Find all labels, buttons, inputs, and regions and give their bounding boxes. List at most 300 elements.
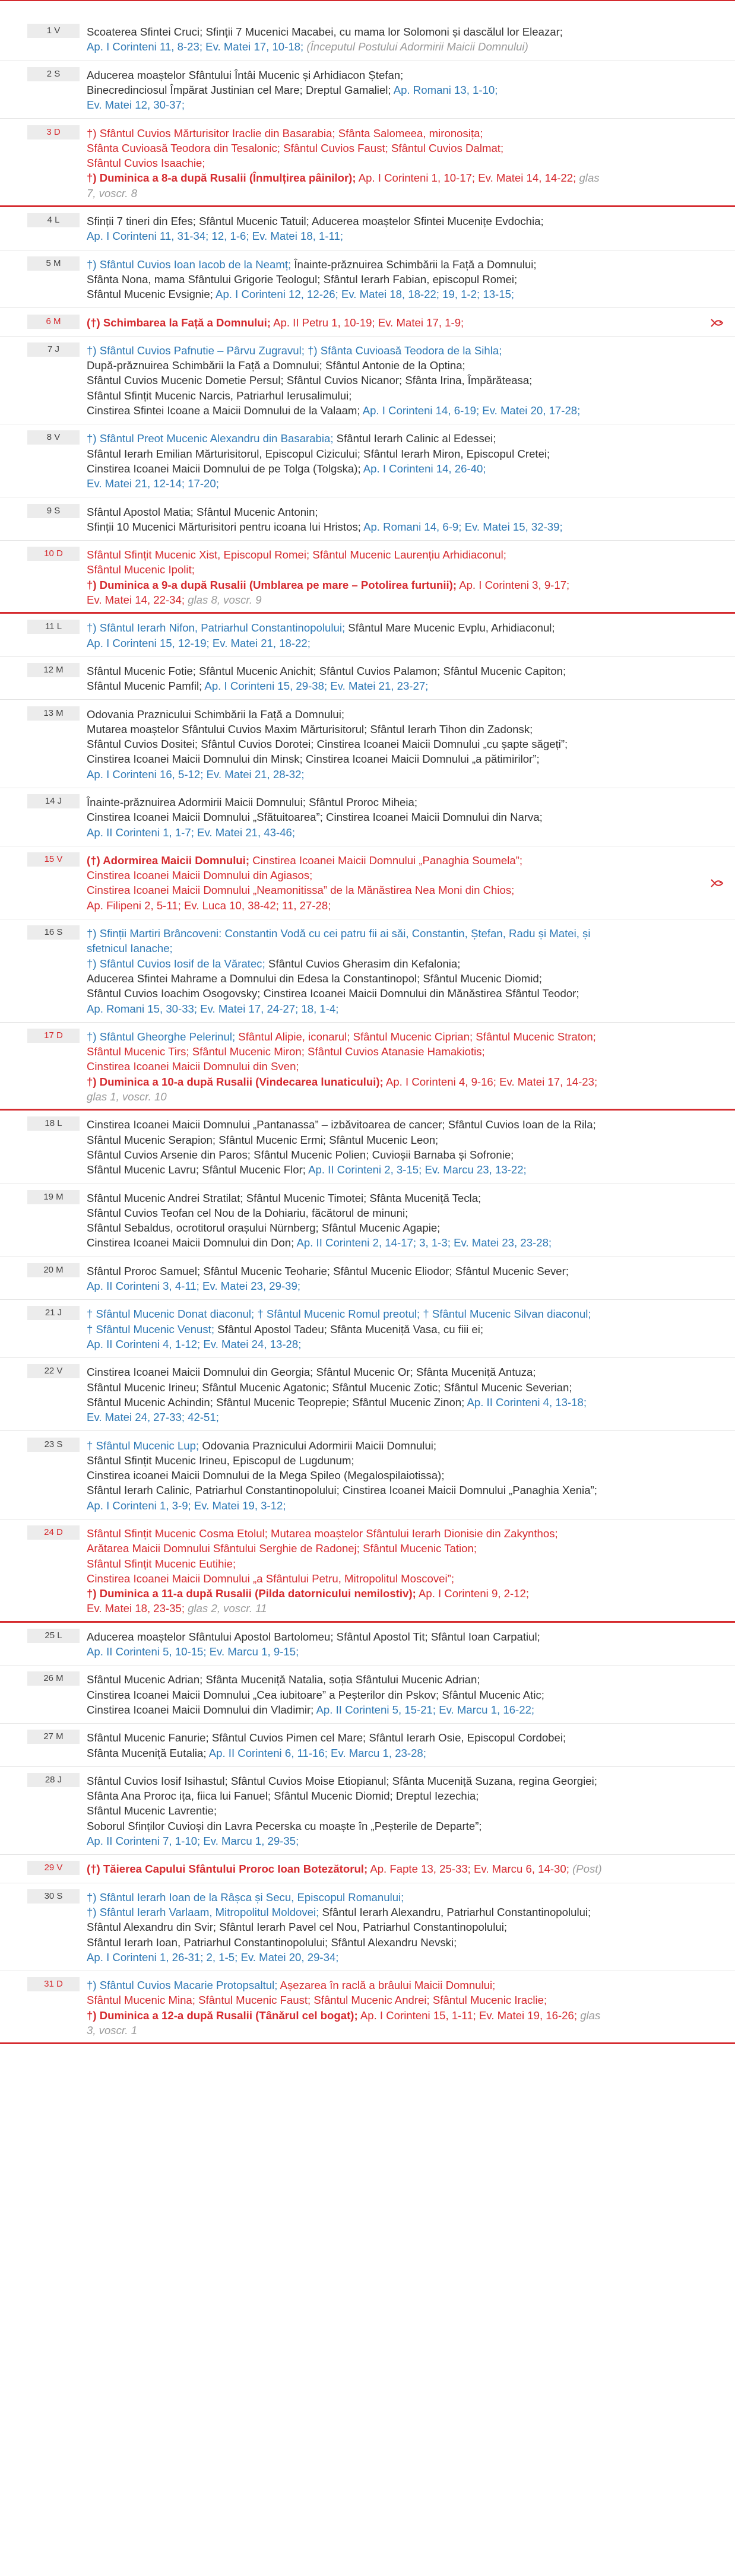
day-line xyxy=(87,1453,718,1468)
calendar-text: Sfânta Ana Proroc ița, fiica lui Fanuel; Sfântul Mucenic Diomid; Dreptul Iezechia; xyxy=(87,1790,479,1803)
day-line xyxy=(87,97,718,112)
calendar-text: (†) Tăierea Capului Sfântului Proroc Ioan Botezătorul; xyxy=(87,1863,368,1876)
scripture-reading: Ev. Matei 18, 1-11; xyxy=(252,230,344,243)
calendar-text: †) Sfântul Cuvios Iosif de la Văratec; xyxy=(87,957,265,970)
day-line xyxy=(87,2008,718,2023)
day-text xyxy=(87,1365,718,1425)
calendar-text: Sfântul Ierarh Calinic, Patriarhul Constantinopolului; Cinstirea Icoanei Maicii Domnului „Panaghia Xenia”; xyxy=(87,1484,597,1497)
scripture-reading: Ap. II Corinteni 6, 11-16; xyxy=(208,1746,328,1759)
day-line xyxy=(87,83,718,97)
day-row xyxy=(0,1625,735,1666)
scripture-reading: Ev. Matei 24, 13-28; xyxy=(203,1337,302,1350)
scripture-reading: Ap. II Corinteni 5, 15-21; xyxy=(316,1703,436,1716)
day-text xyxy=(87,1117,718,1177)
day-row xyxy=(0,20,735,61)
calendar-text: Sfântul Cuvios Teofan cel Nou de la Dohiariu, făcătorul de minuni; xyxy=(87,1206,408,1219)
day-text xyxy=(87,1191,718,1251)
day-line xyxy=(87,1001,718,1016)
scripture-reading: Ev. Marcu 1, 23-28; xyxy=(331,1746,426,1759)
calendar-text: sfetnicul Ianache; xyxy=(87,942,173,955)
day-line xyxy=(87,1702,718,1717)
calendar-text: Arătarea Maicii Domnului Sfântului Serghie de Radonej; Sfântul Mucenic Tation; xyxy=(87,1542,477,1555)
calendar-text: Cinstirea icoanei Maicii Domnului de la Mega Spileo (Megalospilaiotissa); xyxy=(87,1469,445,1482)
calendar-text: Sfântul Mucenic Lavru; Sfântul Mucenic Flor; xyxy=(87,1163,306,1176)
calendar-text: Sfânta Muceniță Eutalia; xyxy=(87,1746,207,1759)
day-line xyxy=(87,461,718,476)
day-line xyxy=(87,141,718,156)
day-date: 26 M xyxy=(27,1671,80,1686)
calendar-text: Cinstirea Icoanei Maicii Domnului din Agiasos; xyxy=(87,869,313,882)
scripture-reading: Ap. I Corinteni 15, 29-38; xyxy=(204,680,328,693)
day-line xyxy=(87,767,718,782)
day-line xyxy=(87,1730,718,1745)
calendar-text: Sfântul Alipie, iconarul; Sfântul Mucenic Ciprian; Sfântul Mucenic Straton; xyxy=(235,1030,596,1043)
day-date: 20 M xyxy=(27,1263,80,1277)
scripture-reading: Ap. I Corinteni 15, 1-11; xyxy=(360,2009,476,2022)
day-text xyxy=(87,1438,718,1513)
day-line xyxy=(87,1644,718,1659)
day-row xyxy=(0,426,735,497)
day-line xyxy=(87,578,718,592)
day-row xyxy=(0,338,735,425)
scripture-reading: Ev. Matei 17, 10-18; xyxy=(205,40,304,53)
day-row xyxy=(0,252,735,309)
scripture-reading: Ev. Matei 23, 29-39; xyxy=(202,1280,301,1293)
day-line xyxy=(87,446,718,461)
day-line xyxy=(87,795,718,810)
scripture-reading: Ap. I Corinteni 9, 2-12; xyxy=(418,1587,530,1600)
day-date: 6 M xyxy=(27,315,80,329)
day-date: 19 M xyxy=(27,1190,80,1204)
calendar-text: Sfântul Mucenic Andrei Stratilat; Sfântul Mucenic Timotei; Sfânta Muceniță Tecla; xyxy=(87,1191,481,1204)
day-line xyxy=(87,1191,718,1205)
calendar-text: glas xyxy=(580,2009,601,2022)
day-row xyxy=(0,209,735,250)
calendar-text: Sfântul Ierarh Calinic al Edessei; xyxy=(333,432,496,445)
day-text xyxy=(87,126,718,201)
calendar-text: Sfântul Cuvios Gherasim din Kefalonia; xyxy=(265,957,461,970)
calendar-text: †) Sfântul Cuvios Ioan Iacob de la Neamț; xyxy=(87,258,292,271)
scripture-reading: Ev. Marcu 23, 13-22; xyxy=(424,1163,527,1176)
calendar-text: Cinstirea Icoanei Maicii Domnului „Neamonitissa” de la Mănăstirea Nea Moni din Chios; xyxy=(87,884,515,897)
calendar-text: glas 8, voscr. 9 xyxy=(188,593,262,606)
calendar-text: Sfântul Sebaldus, ocrotitorul orașului Nürnberg; Sfântul Mucenic Agapie; xyxy=(87,1222,441,1235)
calendar-text: Sfântul Sfințit Mucenic Cosma Etolul; Mutarea moaștelor Sfântului Ierarh Dionisie din Zakynthos; xyxy=(87,1527,558,1540)
day-line xyxy=(87,547,718,562)
day-line xyxy=(87,505,718,519)
day-line xyxy=(87,229,718,243)
day-date: 1 V xyxy=(27,24,80,38)
day-line xyxy=(87,1162,718,1177)
day-row xyxy=(0,1769,735,1855)
scripture-reading: Ap. I Corinteni 4, 9-16; xyxy=(385,1075,496,1088)
calendar-text: Sfântul Apostol Matia; Sfântul Mucenic Antonin; xyxy=(87,505,318,518)
day-line xyxy=(87,343,718,358)
day-line xyxy=(87,126,718,141)
day-row xyxy=(0,616,735,657)
day-line xyxy=(87,1306,718,1321)
day-line xyxy=(87,431,718,446)
calendar-text: †) Sfinții Martiri Brâncoveni: Constantin Vodă cu cei patru fii ai săi, Constantin, Ștefan, Radu și Matei, și xyxy=(87,927,591,940)
scripture-reading: Ev. Matei 20, 29-34; xyxy=(240,1950,339,1963)
day-line xyxy=(87,1993,718,2007)
day-date: 16 S xyxy=(27,925,80,940)
day-line xyxy=(87,664,718,678)
scripture-reading: Ev. Matei 19, 3-12; xyxy=(194,1499,286,1512)
day-text xyxy=(87,1629,718,1660)
day-line xyxy=(87,1322,718,1337)
calendar-text: Sfântul Sfințit Mucenic Narcis, Patriarhul Ierusalimului; xyxy=(87,389,352,402)
day-line xyxy=(87,707,718,722)
calendar-text: Sfântul Mucenic Achindin; Sfântul Mucenic Teoprepie; Sfântul Mucenic Zinon; xyxy=(87,1395,465,1408)
day-line xyxy=(87,810,718,824)
day-date: 30 S xyxy=(27,1889,80,1904)
scripture-reading: Ev. Matei 12, 30-37; xyxy=(87,99,185,112)
calendar-text: Sfântul Sfințit Mucenic Irineu, Episcopul de Lugdunum; xyxy=(87,1454,354,1467)
day-line xyxy=(87,287,718,302)
day-line xyxy=(87,1746,718,1760)
day-line xyxy=(87,272,718,287)
calendar-text: Sfântul Mucenic Evsignie; xyxy=(87,288,213,301)
scripture-reading: Ap. I Corinteni 14, 26-40; xyxy=(363,462,486,475)
day-line xyxy=(87,1074,718,1089)
day-line xyxy=(87,1132,718,1147)
scripture-reading: Ev. Matei 21, 28-32; xyxy=(206,767,305,781)
scripture-reading: Ap. Filipeni 2, 5-11; xyxy=(87,899,181,912)
day-date: 14 J xyxy=(27,794,80,808)
day-text xyxy=(87,315,718,330)
day-text xyxy=(87,343,718,418)
day-date: 23 S xyxy=(27,1438,80,1452)
fish-icon xyxy=(710,317,724,329)
day-line xyxy=(87,1788,718,1803)
day-date: 4 L xyxy=(27,213,80,227)
calendar-text: Sfântul Proroc Samuel; Sfântul Mucenic Teoharie; Sfântul Mucenic Eliodor; Sfântul Mucenic Sever; xyxy=(87,1264,569,1277)
day-line xyxy=(87,1483,718,1498)
calendar-text: Sfântul Mucenic Adrian; Sfânta Muceniță Natalia, soția Sfântului Mucenic Adrian; xyxy=(87,1673,480,1686)
day-date: 5 M xyxy=(27,256,80,271)
scripture-reading: Ap. II Corinteni 3, 4-11; xyxy=(87,1280,199,1293)
day-date: 7 J xyxy=(27,342,80,357)
day-line xyxy=(87,1395,718,1410)
calendar-text: glas 1, voscr. 10 xyxy=(87,1090,167,1103)
day-line xyxy=(87,1629,718,1644)
calendar-text: Înainte-prăznuirea Schimbării la Față a Domnului; xyxy=(291,258,537,271)
day-row xyxy=(0,790,735,846)
calendar-text: Sfântul Cuvios Iosif Isihastul; Sfântul Cuvios Moise Etiopianul; Sfânta Muceniță Suzana, regina Georgiei; xyxy=(87,1774,597,1787)
calendar-text: Sfânta Cuvioasă Teodora din Tesalonic; Sfântul Cuvios Faust; Sfântul Cuvios Dalmat; xyxy=(87,141,504,154)
day-row xyxy=(0,702,735,789)
scripture-reading: Ap. II Corinteni 2, 14-17; 3, 1-3; xyxy=(296,1236,451,1249)
calendar-text: Cinstirea Icoanei Maicii Domnului de pe Tolga (Tolgska); xyxy=(87,462,361,475)
day-line xyxy=(87,39,718,54)
scripture-reading: Ap. I Corinteni 16, 5-12; xyxy=(87,767,204,781)
day-date: 2 S xyxy=(27,67,80,81)
calendar-text: Sfântul Sfințit Mucenic Eutihie; xyxy=(87,1557,236,1570)
day-line xyxy=(87,1950,718,1965)
scripture-reading: Ev. Matei 24, 27-33; 42-51; xyxy=(87,1411,219,1424)
day-line xyxy=(87,678,718,693)
day-line xyxy=(87,825,718,840)
day-text xyxy=(87,68,718,113)
calendar-text: 7, voscr. 8 xyxy=(87,186,138,199)
calendar-text: (†) Adormirea Maicii Domnului; xyxy=(87,854,250,867)
calendar-text: Sfântul Mucenic Lavrentie; xyxy=(87,1804,217,1817)
calendar-text: Sfântul Mucenic Serapion; Sfântul Mucenic Ermi; Sfântul Mucenic Leon; xyxy=(87,1133,439,1146)
scripture-reading: Ap. I Corinteni 12, 12-26; xyxy=(216,288,338,301)
day-line xyxy=(87,1235,718,1250)
calendar-text: Sfânta Nona, mama Sfântului Grigorie Teologul; Sfântul Ierarh Fabian, episcopul Romei; xyxy=(87,272,518,285)
day-text xyxy=(87,664,718,694)
day-row xyxy=(0,848,735,919)
day-line xyxy=(87,1601,718,1616)
calendar-text: Cinstirea Icoanei Maicii Domnului „Panaghia Soumela”; xyxy=(249,854,523,867)
day-row xyxy=(0,1885,735,1972)
scripture-reading: Ap. II Corinteni 7, 1-10; xyxy=(87,1835,201,1848)
calendar-text: Sfântul Mucenic Ipolit; xyxy=(87,563,195,576)
day-text xyxy=(87,431,718,491)
day-line xyxy=(87,1365,718,1379)
calendar-text: Cinstirea Icoanei Maicii Domnului „Sfătuitoarea”; Cinstirea Icoanei Maicii Domnului din Narva; xyxy=(87,811,543,824)
day-line xyxy=(87,403,718,418)
calendar-text: Sfântul Mucenic Fanurie; Sfântul Cuvios Pimen cel Mare; Sfântul Ierarh Osie, Episcopul Cordobei; xyxy=(87,1731,566,1744)
calendar-text: Sfântul Cuvios Ioachim Osogovsky; Cinstirea Icoanei Maicii Domnului din Mănăstirea Sfântul Teodor; xyxy=(87,987,579,1000)
calendar-text: (Post) xyxy=(572,1863,602,1876)
scripture-reading: Ap. II Petru 1, 10-19; xyxy=(273,316,375,329)
day-text xyxy=(87,505,718,535)
day-line xyxy=(87,868,718,883)
calendar-text: Sfântul Mucenic Mina; Sfântul Mucenic Faust; Sfântul Mucenic Andrei; Sfântul Mucenic Iraclie; xyxy=(87,1994,547,2007)
day-row xyxy=(0,1024,735,1111)
day-line xyxy=(87,156,718,170)
day-row xyxy=(0,921,735,1023)
scripture-reading: Ap. I Corinteni 1, 3-9; xyxy=(87,1499,191,1512)
scripture-reading: Ap. II Corinteni 4, 13-18; xyxy=(467,1395,587,1408)
day-line xyxy=(87,358,718,373)
day-line xyxy=(87,1978,718,1993)
day-line xyxy=(87,68,718,83)
calendar-text: Cinstirea Icoanei Maicii Domnului din Sven; xyxy=(87,1060,299,1073)
calendar-text: Sfântul Ierarh Emilian Mărturisitorul, Episcopul Cizicului; Sfântul Ierarh Miron, Episcopul Cretei; xyxy=(87,447,550,460)
scripture-reading: Ap. II Corinteni 5, 10-15; xyxy=(87,1645,207,1658)
day-line xyxy=(87,1220,718,1235)
day-row xyxy=(0,1259,735,1300)
day-line xyxy=(87,1264,718,1279)
scripture-reading: Ev. Marcu 6, 14-30; xyxy=(474,1863,569,1876)
calendar-text: Sfântul Alexandru din Svir; Sfântul Ierarh Pavel cel Nou, Patriarhul Constantinopolului; xyxy=(87,1921,507,1934)
calendar-text: Sfântul Ierarh Alexandru, Patriarhul Constantinopolului; xyxy=(319,1905,591,1918)
calendar-text: După-prăznuirea Schimbării la Față a Domnului; Sfântul Antonie de la Optina; xyxy=(87,359,465,372)
day-text xyxy=(87,214,718,244)
day-row xyxy=(0,1360,735,1431)
scripture-reading: Ap. I Corinteni 15, 12-19; xyxy=(87,636,210,649)
scripture-reading: Ap. Romani 14, 6-9; xyxy=(363,520,462,533)
scripture-reading: Ap. I Corinteni 1, 26-31; 2, 1-5; xyxy=(87,1950,238,1963)
day-date: 17 D xyxy=(27,1029,80,1043)
day-date: 12 M xyxy=(27,663,80,677)
day-row xyxy=(0,1857,735,1883)
scripture-reading: Ev. Matei 21, 18-22; xyxy=(212,636,311,649)
day-line xyxy=(87,1556,718,1571)
calendar-text: Cinstirea Icoanei Maicii Domnului din Georgia; Sfântul Mucenic Or; Sfânta Muceniță Antuza; xyxy=(87,1366,536,1379)
scripture-reading: Ev. Matei 19, 16-26; xyxy=(479,2009,578,2022)
calendar-text: Sfântul Mucenic Pamfil; xyxy=(87,680,202,693)
day-line xyxy=(87,722,718,737)
day-line xyxy=(87,562,718,577)
day-line xyxy=(87,986,718,1001)
day-date: 18 L xyxy=(27,1116,80,1131)
day-line xyxy=(87,1586,718,1601)
calendar-text: Cinstirea Icoanei Maicii Domnului „Cea iubitoare” a Peșterilor din Pskov; Sfântul Mucenic Atic; xyxy=(87,1688,544,1701)
calendar-text: Înainte-prăznuirea Adormirii Maicii Domnului; Sfântul Proroc Miheia; xyxy=(87,796,418,808)
day-line xyxy=(87,751,718,766)
day-text xyxy=(87,257,718,302)
calendar-text: Scoaterea Sfintei Cruci; Sfinții 7 Mucenici Macabei, cu mama lor Solomoni și dascălul lor Eleazar; xyxy=(87,26,563,38)
calendar-text: Sfântul Mucenic Irineu; Sfântul Mucenic Agatonic; Sfântul Mucenic Zotic; Sfântul Mucenic Severian; xyxy=(87,1381,572,1394)
day-date: 21 J xyxy=(27,1306,80,1320)
day-date: 28 J xyxy=(27,1773,80,1787)
calendar-text: Aducerea Sfintei Mahrame a Domnului din Edesa la Constantinopol; Sfântul Mucenic Diomid; xyxy=(87,972,542,985)
calendar-text: †) Duminica a 10-a după Rusalii (Vindecarea lunaticului); xyxy=(87,1075,384,1088)
calendar-text: Mutarea moaștelor Sfântului Cuvios Maxim Mărturisitorul; Sfântul Ierarh Tihon din Zadonsk; xyxy=(87,722,533,735)
calendar-text: Sfântul Sfințit Mucenic Xist, Episcopul Romei; Sfântul Mucenic Laurențiu Arhidiaconul; xyxy=(87,548,506,561)
day-line xyxy=(87,1774,718,1788)
scripture-reading: Ev. Matei 17, 1-9; xyxy=(378,316,464,329)
scripture-reading: Ap. I Corinteni 11, 8-23; xyxy=(87,40,202,53)
day-line xyxy=(87,737,718,751)
day-line xyxy=(87,1890,718,1905)
scripture-reading: Ev. Matei 17, 24-27; 18, 1-4; xyxy=(200,1002,339,1015)
day-row xyxy=(0,310,735,337)
day-line xyxy=(87,956,718,971)
day-date: 15 V xyxy=(27,852,80,867)
scripture-reading: Ev. Marcu 1, 9-15; xyxy=(209,1645,299,1658)
day-text xyxy=(87,1861,718,1876)
day-date: 13 M xyxy=(27,706,80,721)
day-text xyxy=(87,1978,718,2038)
scripture-reading: Ev. Matei 14, 22-34; xyxy=(87,593,185,606)
calendar-text: †) Sfântul Ierarh Ioan de la Râșca și Secu, Episcopul Romanului; xyxy=(87,1890,404,1904)
calendar-text: Cinstirea Icoanei Maicii Domnului din Minsk; Cinstirea Icoanei Maicii Domnului „a pătimirilor”; xyxy=(87,753,540,766)
calendar-text: Sfântul Ierarh Ioan, Patriarhul Constantinopolului; Sfântul Alexandru Nevski; xyxy=(87,1936,457,1949)
calendar-text: Așezarea în raclă a brâului Maicii Domnului; xyxy=(277,1979,496,1992)
day-row xyxy=(0,1973,735,2044)
day-text xyxy=(87,1672,718,1717)
day-date: 8 V xyxy=(27,430,80,445)
day-line xyxy=(87,1468,718,1483)
day-text xyxy=(87,1730,718,1760)
day-text xyxy=(87,620,718,651)
day-line xyxy=(87,1905,718,1920)
day-line xyxy=(87,1571,718,1586)
day-line xyxy=(87,1410,718,1425)
day-date: 22 V xyxy=(27,1364,80,1378)
day-line xyxy=(87,476,718,491)
day-line xyxy=(87,1672,718,1687)
calendar-text: Aducerea moaștelor Sfântului Apostol Bartolomeu; Sfântul Apostol Tit; Sfântul Ioan Carpatiul; xyxy=(87,1630,540,1643)
day-row xyxy=(0,659,735,700)
scripture-reading: Ap. I Corinteni 3, 9-17; xyxy=(459,578,570,591)
day-line xyxy=(87,373,718,388)
day-line xyxy=(87,620,718,635)
scripture-reading: Ev. Matei 21, 23-27; xyxy=(330,680,429,693)
scripture-reading: Ap. Romani 13, 1-10; xyxy=(393,83,498,96)
day-row xyxy=(0,1521,735,1623)
calendar-text: Sfântul Cuvios Mucenic Dometie Persul; Sfântul Cuvios Nicanor; Sfânta Irina, Împărăteasa; xyxy=(87,374,533,387)
day-row xyxy=(0,1433,735,1520)
calendar-text: †) Duminica a 9-a după Rusalii (Umblarea pe mare – Potolirea furtunii); xyxy=(87,578,457,591)
calendar-text: †) Duminica a 11-a după Rusalii (Pilda datornicului nemilostiv); xyxy=(87,1587,416,1600)
day-line xyxy=(87,971,718,986)
day-line xyxy=(87,1833,718,1848)
day-date: 31 D xyxy=(27,1977,80,1991)
calendar-text: Sfântul Cuvios Isaachie; xyxy=(87,157,205,170)
day-date: 9 S xyxy=(27,504,80,518)
scripture-reading: Ev. Matei 15, 32-39; xyxy=(464,520,563,533)
day-text xyxy=(87,707,718,782)
day-line xyxy=(87,1337,718,1352)
day-line xyxy=(87,592,718,607)
calendar-text: glas 2, voscr. 11 xyxy=(188,1602,267,1615)
calendar-text: (†) Schimbarea la Față a Domnului; xyxy=(87,316,271,329)
day-text xyxy=(87,1774,718,1848)
day-date: 24 D xyxy=(27,1525,80,1540)
calendar-text: †) Sfântul Preot Mucenic Alexandru din Basarabia; xyxy=(87,432,334,445)
scripture-reading: Ev. Matei 18, 23-35; xyxy=(87,1602,185,1615)
calendar-text: Sfântul Mucenic Tirs; Sfântul Mucenic Miron; Sfântul Cuvios Atanasie Hamakiotis; xyxy=(87,1045,485,1058)
day-row xyxy=(0,1302,735,1358)
day-text xyxy=(87,1264,718,1294)
calendar-text: † Sfântul Mucenic Venust; xyxy=(87,1322,214,1335)
day-line xyxy=(87,170,718,185)
calendar-text: Sfântul Apostol Tadeu; Sfânta Muceniță Vasa, cu fiii ei; xyxy=(214,1322,484,1335)
day-line xyxy=(87,24,718,39)
day-text xyxy=(87,795,718,840)
day-line xyxy=(87,1044,718,1059)
calendar-text: †) Sfântul Cuvios Mărturisitor Iraclie din Basarabia; Sfânta Salomeea, mironosița; xyxy=(87,126,483,139)
calendar-text: † Sfântul Mucenic Donat diaconul; † Sfântul Mucenic Romul preotul; † Sfântul Mucenic Silvan diaconul; xyxy=(87,1308,591,1321)
day-line xyxy=(87,1920,718,1934)
day-line xyxy=(87,1029,718,1044)
calendar-text: †) Sfântul Gheorghe Pelerinul; xyxy=(87,1030,236,1043)
scripture-reading: Ap. I Corinteni 14, 6-19; xyxy=(362,404,480,417)
scripture-reading: Ap. II Corinteni 1, 1-7; xyxy=(87,826,194,839)
day-row xyxy=(0,500,735,541)
day-line xyxy=(87,1861,718,1876)
day-line xyxy=(87,1380,718,1395)
calendar-text: Sfântul Mare Mucenic Evplu, Arhidiaconul; xyxy=(345,621,555,635)
calendar-text: Soborul Sfinților Cuvioși din Lavra Pecerska cu moaște în „Peșterile de Departe”; xyxy=(87,1819,482,1832)
scripture-reading: Ap. Romani 15, 30-33; xyxy=(87,1002,198,1015)
calendar-text: Cinstirea Icoanei Maicii Domnului din Vladimir; xyxy=(87,1703,314,1716)
calendar-text: Sfinții 10 Mucenici Mărturisitori pentru icoana lui Hristos; xyxy=(87,520,361,533)
scripture-reading: Ev. Matei 17, 14-23; xyxy=(499,1075,598,1088)
calendar-text: Binecredinciosul Împărat Justinian cel Mare; Dreptul Gamaliel; xyxy=(87,83,391,96)
day-row xyxy=(0,1667,735,1724)
day-date: 11 L xyxy=(27,620,80,634)
day-text xyxy=(87,1526,718,1616)
day-line xyxy=(87,257,718,272)
scripture-reading: Ev. Matei 14, 14-22; xyxy=(478,172,576,185)
calendar-text: Cinstirea Icoanei Maicii Domnului „Pantanassa” – izbăvitoarea de cancer; Sfântul Cuvios Ioan de la Rila; xyxy=(87,1118,596,1131)
calendar-text: †) Duminica a 8-a după Rusalii (Înmulțirea pâinilor); xyxy=(87,172,356,185)
day-line xyxy=(87,388,718,403)
day-line xyxy=(87,2023,718,2038)
calendar-text: Sfântul Cuvios Arsenie din Paros; Sfântul Mucenic Polien; Cuvioșii Barnaba și Sofronie; xyxy=(87,1148,514,1161)
calendar-text: (Începutul Postului Adormirii Maicii Domnului) xyxy=(306,40,528,53)
scripture-reading: Ap. I Corinteni 1, 10-17; xyxy=(358,172,476,185)
day-row xyxy=(0,1725,735,1767)
